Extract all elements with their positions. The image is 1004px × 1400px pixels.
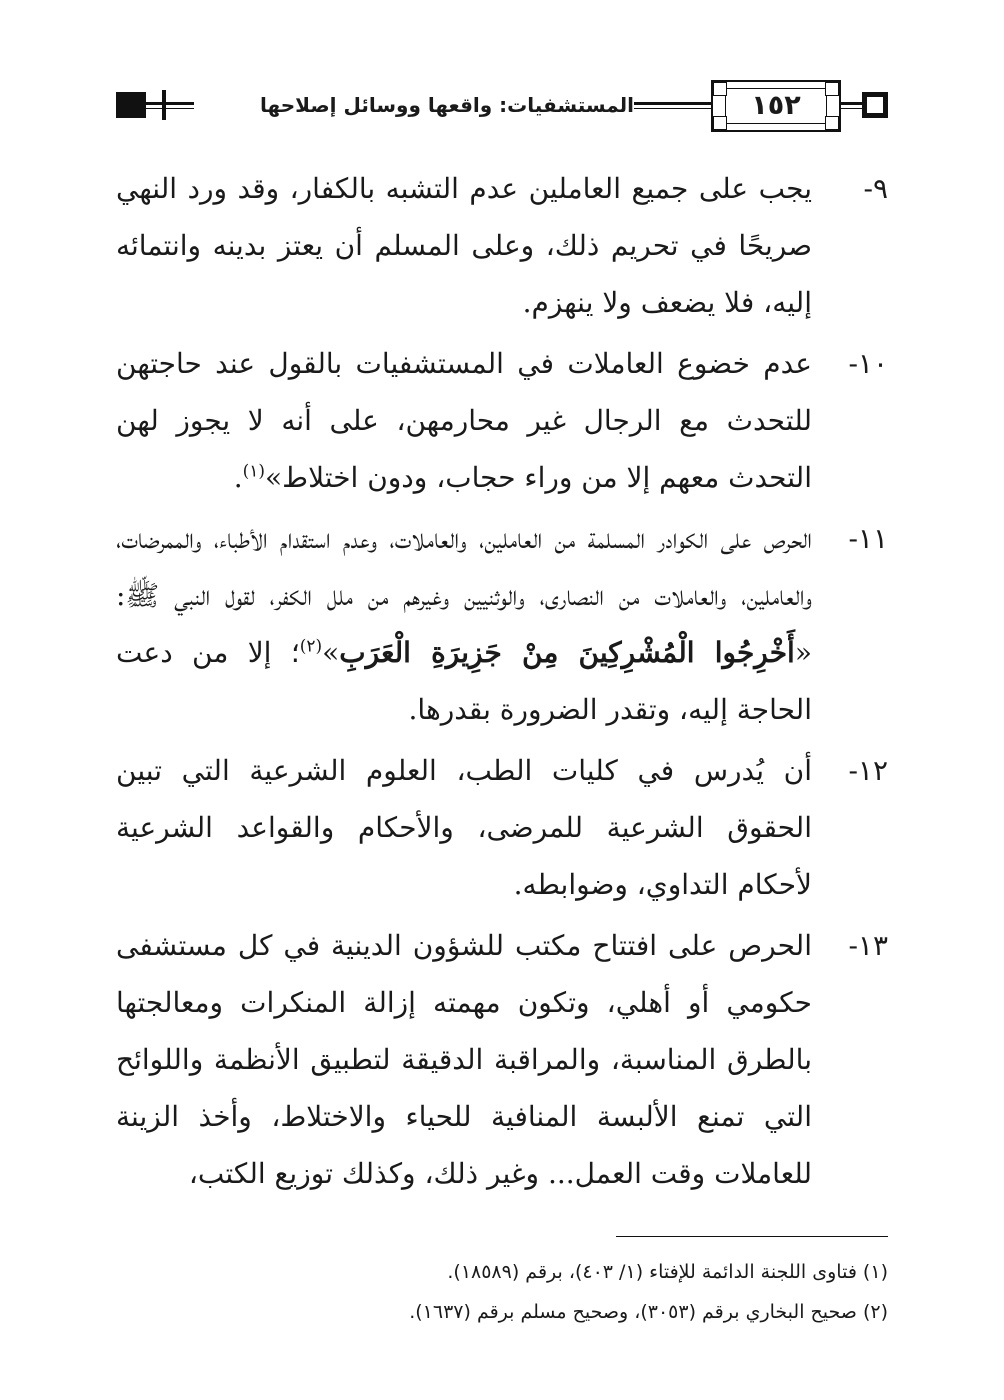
list-item-13 (116, 917, 888, 1202)
footnote-1: (١) فتاوى اللجنة الدائمة للإفتاء (١/ ٤٠٣)، برقم (١٨٥٨٩). (447, 1261, 888, 1283)
item-text-block (116, 510, 812, 738)
footnote-2: (٢) صحيح البخاري برقم (٣٠٥٣)، وصحيح مسلم برقم (١٦٣٧). (409, 1301, 888, 1323)
main-content (116, 160, 888, 1206)
header-square-ornament (862, 92, 888, 118)
item-number: ٩- (863, 172, 888, 205)
item-number: ١٣- (848, 929, 888, 962)
item-text: الحرص على الكوادر المسلمة من العاملين، والعاملات، وعدم استقدام الأطباء، والممرضات، والعاملين، والعاملات من النصارى، والوثنيين وغيرهم من ملل الكفر، لقول النبي ﷺ: « (116, 522, 812, 669)
hadith-quote: أَخْرِجُوا الْمُشْرِكِينَ مِنْ جَزِيرَةِ الْعَرَبِ (339, 636, 795, 669)
page-number: ١٥٢ (751, 90, 801, 121)
item-number: ١٢- (848, 754, 888, 787)
page-number-frame (711, 80, 841, 132)
list-item-9 (116, 160, 888, 331)
item-text: يجب على جميع العاملين عدم التشبه بالكفار، وقد ورد النهي صريحًا في تحريم ذلك، وعلى المسلم أن يعتز بدينه وانتمائه إليه، فلا يضعف ولا ينهزم. (116, 172, 812, 319)
list-item-11 (116, 510, 888, 738)
header-bar-ornament (162, 90, 166, 120)
list-item-10 (116, 335, 888, 506)
running-header (116, 76, 888, 136)
header-rule-left (146, 102, 194, 109)
item-number: ١١- (848, 522, 888, 555)
footnote-reference[interactable]: (٢) (299, 636, 323, 657)
item-text: عدم خضوع العاملات في المستشفيات بالقول عند حاجتهن للتحدث مع الرجال غير محارمهن، على أنه لا يجوز لهن التحدث معهم إلا من وراء حجاب، ودون اختلاط» (116, 347, 812, 494)
footnotes (116, 1252, 888, 1332)
item-text-end: ؛ إلا من دعت الحاجة إليه، وتقدر الضرورة بقدرها. (116, 636, 812, 726)
item-text-end: . (233, 461, 243, 494)
header-block-ornament (116, 92, 146, 118)
footnote-reference[interactable]: (١) (242, 461, 266, 482)
item-text: أن يُدرس في كليات الطب، العلوم الشرعية التي تبين الحقوق الشرعية للمرضى، والأحكام والقواعد الشرعية لأحكام التداوي، وضوابطه. (116, 754, 812, 901)
footnote-divider (616, 1236, 888, 1237)
list-item-12 (116, 742, 888, 913)
running-title: المستشفيات: واقعها ووسائل إصلاحها (284, 86, 634, 124)
item-number: ١٠- (848, 347, 888, 380)
item-text: الحرص على افتتاح مكتب للشؤون الدينية في كل مستشفى حكومي أو أهلي، وتكون مهمته إزالة المنكرات ومعالجتها بالطرق المناسبة، والمراقبة الدقيقة لتطبيق الأنظمة واللوائح التي تمنع الألبسة المنافية للحياء والاختلاط، وأخذ الزينة للعاملات وقت العمل... وغير ذلك، وكذلك توزيع الكتب، (116, 929, 812, 1190)
quote-close-mark: » (322, 636, 340, 669)
item-text-block (116, 335, 812, 506)
header-rule-right (841, 102, 863, 109)
